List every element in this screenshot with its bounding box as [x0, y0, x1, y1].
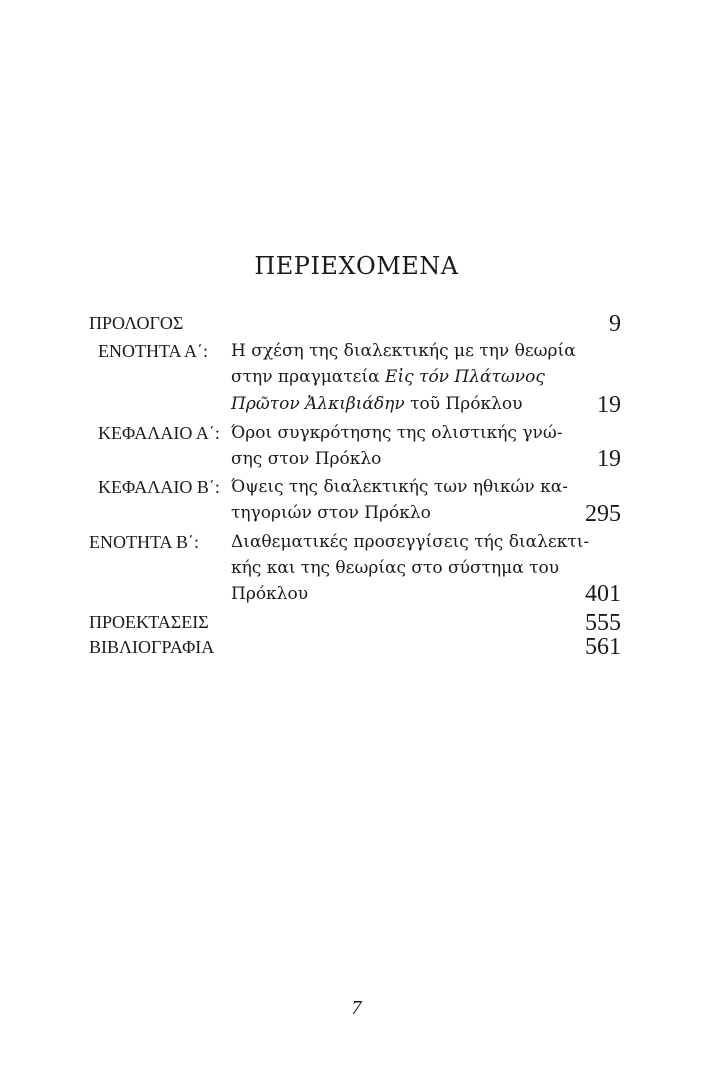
toc-entry-section-b-line2: κής και της θεωρίας στο σύστημα του: [231, 558, 560, 578]
toc-entry-extensions: ΠΡΟΕΚΤΑΣΕΙΣ: [89, 612, 209, 632]
toc-entry-chapter-b-label: ΚΕΦΑΛΑΙΟ Β΄:: [98, 477, 220, 497]
toc-entry-section-a-line2-italic: Εἰς τόν Πλάτωνος: [385, 367, 545, 387]
page-number: 7: [351, 997, 362, 1019]
toc-entry-section-a-line1: Η σχέση της διαλεκτικής με την θεωρία: [231, 341, 576, 361]
toc-entry-section-b-line1: Διαθεματικές προσεγγίσεις τής διαλεκτι-: [231, 532, 590, 552]
toc-entry-chapter-a-line1: Όροι συγκρότησης της ολιστικής γνώ-: [231, 423, 563, 443]
toc-page-chapter-b: 295: [585, 501, 621, 527]
page-title: ΠΕΡΙΕΧΟΜΕΝΑ: [254, 252, 459, 280]
toc-entry-section-a-label: ΕΝΟΤΗΤΑ Α΄:: [98, 341, 209, 361]
toc-entry-chapter-b-line1: Όψεις της διαλεκτικής των ηθικών κα-: [231, 477, 569, 497]
toc-page-extensions: 555: [585, 610, 621, 636]
toc-entry-section-a-line3-italic: Πρῶτον Ἀλκιβιάδην: [231, 394, 405, 414]
toc-entry-section-a-line2: [231, 367, 545, 387]
toc-entry-chapter-a-line2: σης στον Πρόκλο: [231, 449, 382, 469]
toc-entry-bibliography: ΒΙΒΛΙΟΓΡΑΦΙΑ: [89, 637, 215, 657]
toc-entry-chapter-b-line2: τηγοριών στον Πρόκλο: [231, 503, 431, 523]
toc-entry-section-a-line3: [231, 394, 522, 414]
toc-page-prologue: 9: [609, 311, 621, 337]
toc-page-section-b: 401: [585, 581, 621, 607]
toc-page-chapter-a: 19: [597, 446, 621, 472]
toc-page-bibliography: 561: [585, 634, 621, 660]
toc-entry-chapter-a-label: ΚΕΦΑΛΑΙΟ Α΄:: [98, 423, 220, 443]
toc-entry-prologue: ΠΡΟΛΟΓΟΣ: [89, 313, 184, 333]
toc-entry-section-b-label: ΕΝΟΤΗΤΑ Β΄:: [89, 532, 200, 552]
toc-entry-section-a-line2-prefix: στην πραγματεία: [231, 367, 380, 387]
toc-entry-section-b-line3: Πρόκλου: [231, 584, 309, 604]
toc-page-section-a: 19: [597, 392, 621, 418]
toc-entry-section-a-line3-suffix: τοῦ Πρόκλου: [410, 394, 523, 414]
